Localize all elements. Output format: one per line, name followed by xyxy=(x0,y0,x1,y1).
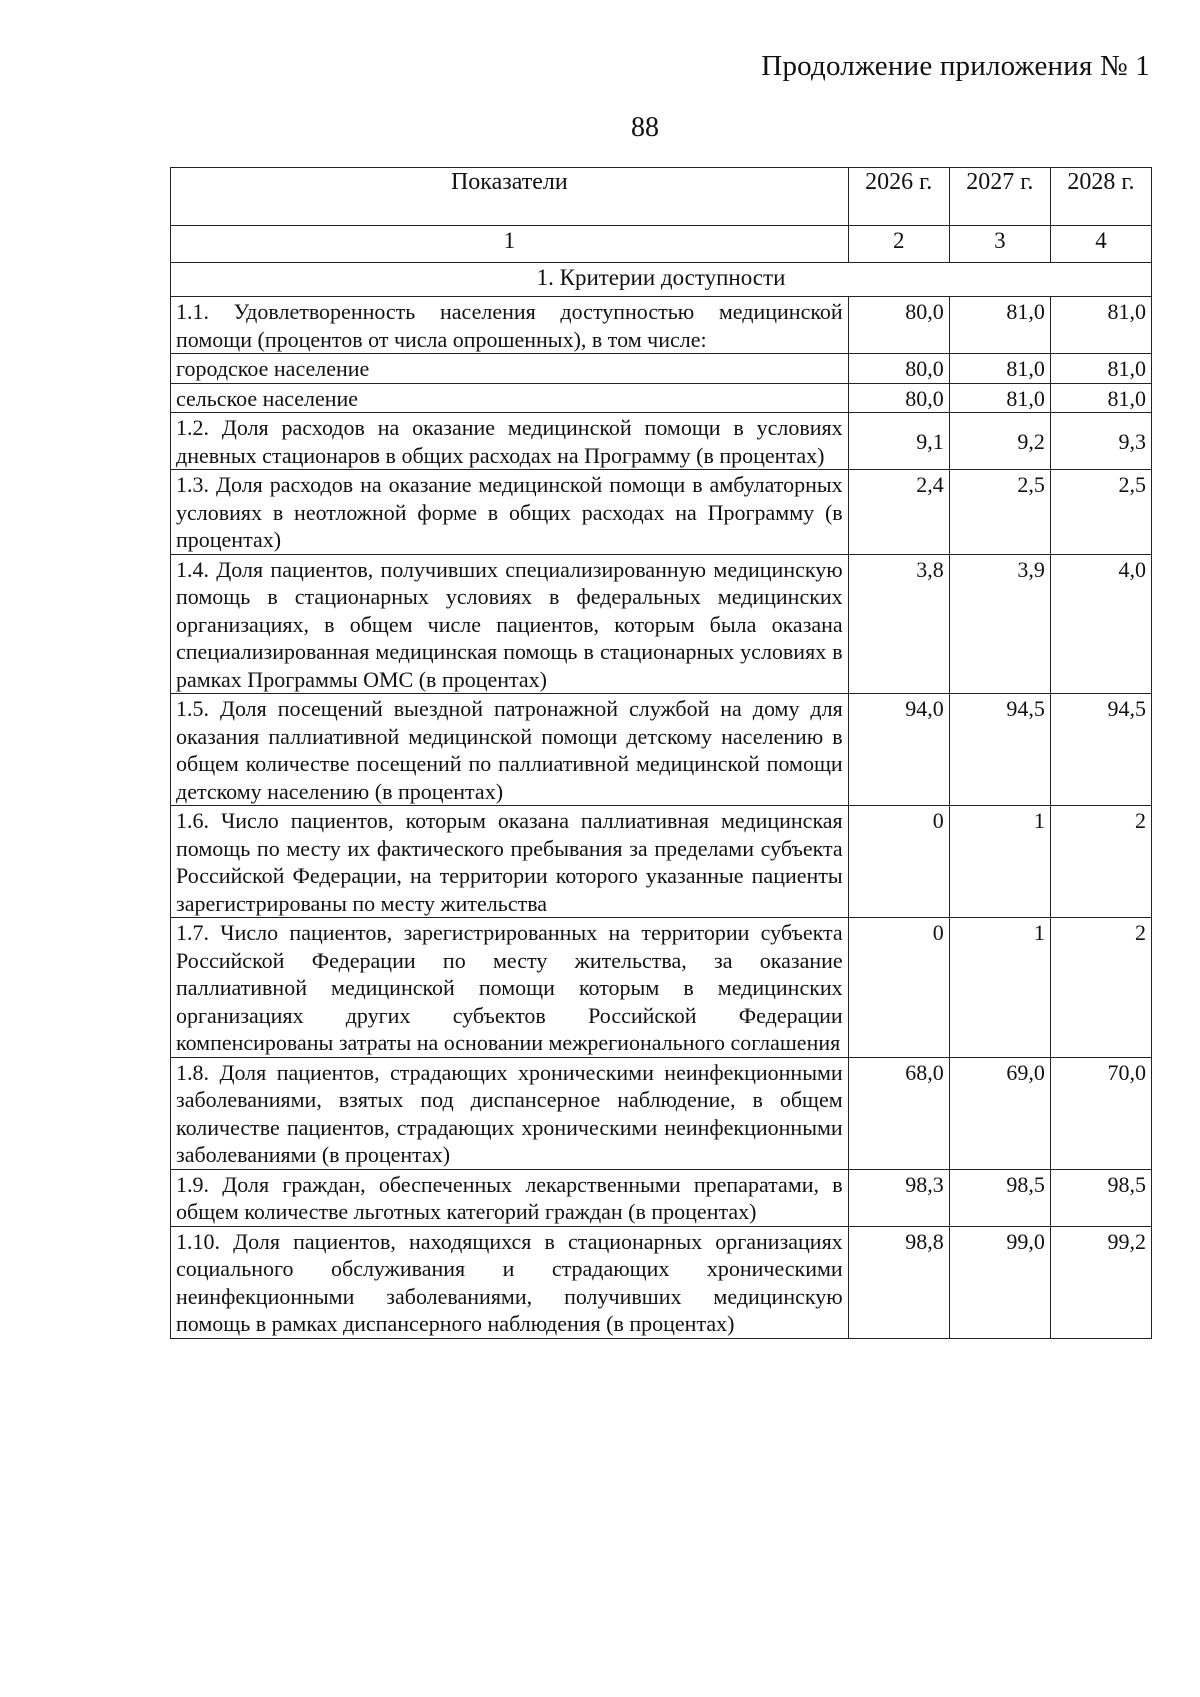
column-number-row xyxy=(171,226,1152,263)
table-row xyxy=(171,470,1152,555)
value-2026: 98,3 xyxy=(848,1169,949,1226)
table-row xyxy=(171,383,1152,413)
indicator-label: городское население xyxy=(171,354,849,384)
value-2027: 69,0 xyxy=(949,1057,1050,1169)
value-2027: 94,5 xyxy=(949,694,1050,806)
value-2026: 3,8 xyxy=(848,554,949,694)
value-2026: 80,0 xyxy=(848,354,949,384)
value-2027: 99,0 xyxy=(949,1226,1050,1338)
value-2027: 81,0 xyxy=(949,383,1050,413)
value-2026: 80,0 xyxy=(848,383,949,413)
value-2028: 2 xyxy=(1050,806,1151,918)
table-row xyxy=(171,354,1152,384)
value-2027: 98,5 xyxy=(949,1169,1050,1226)
value-2028: 81,0 xyxy=(1050,354,1151,384)
indicator-label: 1.3. Доля расходов на оказание медицинской помощи в амбулаторных условиях в неотложной форме в общих расходах на Программу (в процентах) xyxy=(171,470,849,555)
table-row xyxy=(171,918,1152,1058)
table-header-row xyxy=(171,168,1152,226)
column-number: 1 xyxy=(171,226,849,263)
value-2028: 2 xyxy=(1050,918,1151,1058)
value-2026: 98,8 xyxy=(848,1226,949,1338)
value-2028: 4,0 xyxy=(1050,554,1151,694)
indicator-label: 1.10. Доля пациентов, находящихся в стационарных организациях социального обслуживания и страдающих хроническими неинфекционными заболеваниями, получивших медицинскую помощь в рамках диспансерного наблюдения (в процентах) xyxy=(171,1226,849,1338)
table-row xyxy=(171,1226,1152,1338)
value-2027: 2,5 xyxy=(949,470,1050,555)
value-2027: 3,9 xyxy=(949,554,1050,694)
column-header-2027: 2027 г. xyxy=(949,168,1050,226)
column-header-2026: 2026 г. xyxy=(848,168,949,226)
value-2028: 94,5 xyxy=(1050,694,1151,806)
column-number: 4 xyxy=(1050,226,1151,263)
value-2028: 98,5 xyxy=(1050,1169,1151,1226)
indicator-label: 1.5. Доля посещений выездной патронажной службой на дому для оказания паллиативной медицинской помощи детскому населению в общем количестве посещений по паллиативной медицинской помощи детскому населению (в процентах) xyxy=(171,694,849,806)
column-number: 2 xyxy=(848,226,949,263)
indicator-label: 1.6. Число пациентов, которым оказана паллиативная медицинская помощь по месту их фактического пребывания за пределами субъекта Российской Федерации, на территории которого указанные пациенты зарегистрированы по месту жительства xyxy=(171,806,849,918)
value-2028: 2,5 xyxy=(1050,470,1151,555)
value-2026: 2,4 xyxy=(848,470,949,555)
indicator-label: 1.1. Удовлетворенность населения доступностью медицинской помощи (процентов от числа опрошенных), в том числе: xyxy=(171,297,849,354)
value-2026: 9,1 xyxy=(848,413,949,470)
indicator-label: 1.9. Доля граждан, обеспеченных лекарственными препаратами, в общем количестве льготных категорий граждан (в процентах) xyxy=(171,1169,849,1226)
section-title: 1. Критерии доступности xyxy=(171,263,1152,297)
table-row xyxy=(171,694,1152,806)
indicators-table xyxy=(170,167,1152,1339)
value-2026: 0 xyxy=(848,806,949,918)
table-row xyxy=(171,1057,1152,1169)
page-number: 88 xyxy=(631,112,659,143)
indicator-label: 1.4. Доля пациентов, получивших специализированную медицинскую помощь в стационарных условиях в федеральных медицинских организациях, в общем числе пациентов, которым была оказана специализированная медицинская помощь в стационарных условиях в рамках Программы ОМС (в процентах) xyxy=(171,554,849,694)
table-row xyxy=(171,297,1152,354)
indicator-label: сельское население xyxy=(171,383,849,413)
value-2026: 0 xyxy=(848,918,949,1058)
value-2027: 9,2 xyxy=(949,413,1050,470)
table-row xyxy=(171,413,1152,470)
value-2026: 80,0 xyxy=(848,297,949,354)
table-row xyxy=(171,1169,1152,1226)
value-2026: 68,0 xyxy=(848,1057,949,1169)
value-2028: 81,0 xyxy=(1050,383,1151,413)
section-row xyxy=(171,263,1152,297)
value-2026: 94,0 xyxy=(848,694,949,806)
table-row xyxy=(171,554,1152,694)
value-2027: 81,0 xyxy=(949,354,1050,384)
indicator-label: 1.7. Число пациентов, зарегистрированных на территории субъекта Российской Федерации по месту жительства, за оказание паллиативной медицинской помощи которым в медицинских организациях других субъектов Российской Федерации компенсированы затраты на основании межрегионального соглашения xyxy=(171,918,849,1058)
column-header-indicators: Показатели xyxy=(171,168,849,226)
column-number: 3 xyxy=(949,226,1050,263)
value-2028: 81,0 xyxy=(1050,297,1151,354)
indicator-label: 1.8. Доля пациентов, страдающих хроническими неинфекционными заболеваниями, взятых под диспансерное наблюдение, в общем количестве пациентов, страдающих хроническими неинфекционными заболеваниями (в процентах) xyxy=(171,1057,849,1169)
indicator-label: 1.2. Доля расходов на оказание медицинской помощи в условиях дневных стационаров в общих расходах на Программу (в процентах) xyxy=(171,413,849,470)
value-2027: 1 xyxy=(949,806,1050,918)
table-row xyxy=(171,806,1152,918)
value-2028: 70,0 xyxy=(1050,1057,1151,1169)
value-2027: 1 xyxy=(949,918,1050,1058)
appendix-label: Продолжение приложения № 1 xyxy=(761,50,1150,82)
value-2028: 99,2 xyxy=(1050,1226,1151,1338)
value-2028: 9,3 xyxy=(1050,413,1151,470)
column-header-2028: 2028 г. xyxy=(1050,168,1151,226)
value-2027: 81,0 xyxy=(949,297,1050,354)
